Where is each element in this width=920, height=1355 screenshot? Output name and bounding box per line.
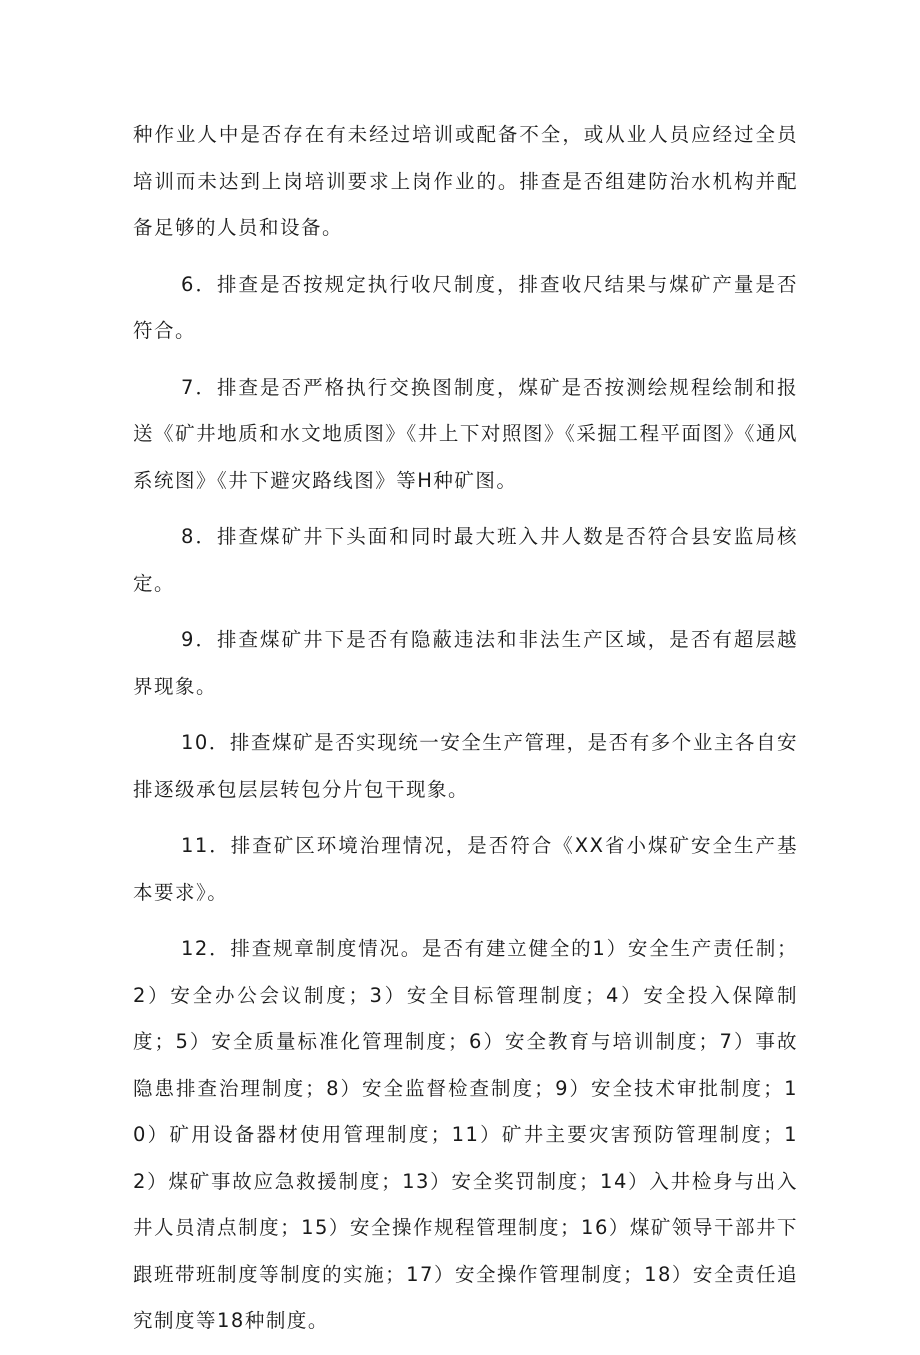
paragraph-4: 8．排查煤矿井下头面和同时最大班入井人数是否符合县安监局核定。 xyxy=(133,525,798,595)
paragraph-8: 12．排查规章制度情况。是否有建立健全的1）安全生产责任制；2）安全办公会议制度；3）安全目标管理制度；4）安全投入保障制度；5）安全质量标准化管理制度；6）安全教育与培训制度；7）事故隐患排查治理制度；8）安全监督检查制度；9）安全技术审批制度；10）矿用设备器材使用管理制度；11）矿井主要灾害预防管理制度；12）煤矿事故应急救援制度；13）安全奖罚制度；14）入井检身与出入井人员清点制度；15）安全操作规程管理制度；16）煤矿领导干部井下跟班带班制度等制度的实施；17）安全操作管理制度；18）安全责任追究制度等18种制度。 xyxy=(133,937,798,1332)
document-body xyxy=(133,112,798,1355)
paragraph-7: 11．排查矿区环境治理情况，是否符合《XX省小煤矿安全生产基本要求》。 xyxy=(133,834,798,904)
paragraph-5: 9．排查煤矿井下是否有隐蔽违法和非法生产区域，是否有超层越界现象。 xyxy=(133,628,798,698)
paragraph-1: 种作业人中是否存在有未经过培训或配备不全，或从业人员应经过全员培训而未达到上岗培训要求上岗作业的。排查是否组建防治水机构并配备足够的人员和设备。 xyxy=(133,123,798,239)
paragraph-6: 10．排查煤矿是否实现统一安全生产管理，是否有多个业主各自安排逐级承包层层转包分片包干现象。 xyxy=(133,731,798,801)
paragraph-2: 6．排查是否按规定执行收尺制度，排查收尺结果与煤矿产量是否符合。 xyxy=(133,272,798,342)
paragraph-3: 7．排查是否严格执行交换图制度，煤矿是否按测绘规程绘制和报送《矿井地质和水文地质图》《井上下对照图》《采掘工程平面图》《通风系统图》《井下避灾路线图》等H种矿图。 xyxy=(133,375,798,492)
